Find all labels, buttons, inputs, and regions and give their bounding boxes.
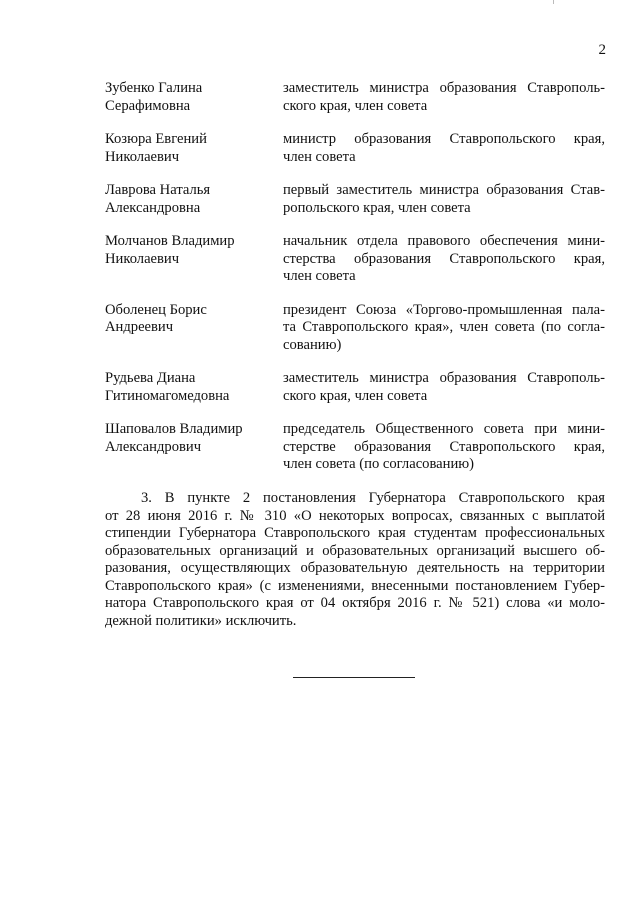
council-member (105, 80, 605, 115)
member-role (283, 302, 605, 355)
member-name-line: Рудьева Диана (105, 370, 196, 386)
member-name (105, 370, 283, 405)
paragraph-line: образовательных организаций и образовательных организаций высшего об- (105, 542, 605, 559)
member-name (105, 233, 283, 286)
member-name-line: Молчанов Владимир (105, 233, 235, 249)
member-role-line: президент Союза «Торгово-промышленная пала- (283, 301, 605, 318)
member-name-line: Оболенец Борис (105, 301, 207, 318)
member-role-line: ропольского края, член совета (283, 199, 471, 216)
page-number: 2 (598, 42, 606, 58)
council-member (105, 421, 605, 474)
paragraph-line: дежной политики» исключить. (105, 612, 297, 629)
scan-mark (553, 0, 554, 4)
amendment-paragraph (105, 490, 605, 630)
member-name-line: Серафимовна (105, 97, 191, 114)
member-name (105, 131, 283, 166)
member-role-line: заместитель министра образования Ставрополь- (283, 80, 605, 96)
member-name-line: Николаевич (105, 250, 180, 267)
member-role-line: член совета (283, 148, 356, 165)
council-member (105, 233, 605, 286)
member-role (283, 421, 605, 474)
member-role (283, 233, 605, 286)
paragraph-line: натора Ставропольского края от 04 октября 2016 г. № 521) слова «и моло- (105, 595, 605, 611)
member-name-line: Зубенко Галина (105, 80, 203, 96)
member-role-line: председатель Общественного совета при мини- (283, 421, 605, 437)
member-role-line: ского края, член совета (283, 97, 428, 114)
end-of-document-rule (293, 677, 415, 678)
paragraph-line: 3. В пункте 2 постановления Губернатора Ставропольского края (141, 490, 605, 506)
council-member (105, 182, 605, 217)
member-name-line: Александровна (105, 199, 201, 216)
member-name-line: Андреевич (105, 319, 174, 335)
council-member (105, 131, 605, 166)
member-name (105, 421, 283, 474)
member-name-line: Лаврова Наталья (105, 182, 211, 198)
member-name (105, 80, 283, 115)
council-member (105, 370, 605, 405)
member-role-line: первый заместитель министра образования Став- (283, 182, 605, 198)
member-name-line: Николаевич (105, 148, 180, 165)
member-role (283, 182, 605, 217)
member-role-line: заместитель министра образования Ставрополь- (283, 370, 605, 386)
paragraph-line: Ставропольского края» (с изменениями, внесенными постановлением Губер- (105, 577, 605, 594)
member-name (105, 182, 283, 217)
member-role-line: член совета (283, 268, 356, 284)
member-role (283, 131, 605, 166)
member-name-line: Гитиномагомедовна (105, 387, 230, 404)
member-role-line: начальник отдела правового обеспечения мини- (283, 233, 605, 249)
member-role-line: министр образования Ставропольского края, (283, 131, 605, 147)
member-role-line: ского края, член совета (283, 387, 428, 404)
paragraph-line: разования, осуществляющих образовательную деятельность на территории (105, 560, 605, 576)
member-name-line: Александрович (105, 438, 202, 455)
member-role (283, 80, 605, 115)
member-role-line: та Ставропольского края», член совета (по согла- (283, 319, 605, 335)
paragraph-line: стипендии Губернатора Ставропольского края студентам профессиональных (105, 525, 605, 541)
member-role (283, 370, 605, 405)
member-role-line: стерства образования Ставропольского края, (283, 250, 605, 267)
member-name-line: Козюра Евгений (105, 131, 207, 147)
member-role-line: сованию) (283, 336, 342, 353)
member-role-line: член совета (по согласованию) (283, 456, 475, 472)
council-member-list (105, 80, 605, 490)
member-name (105, 302, 283, 355)
council-member (105, 302, 605, 355)
member-name-line: Шаповалов Владимир (105, 421, 243, 437)
paragraph-line: от 28 июня 2016 г. № 310 «О некоторых вопросах, связанных с выплатой (105, 507, 605, 524)
member-role-line: стерстве образования Ставропольского края, (283, 438, 605, 455)
